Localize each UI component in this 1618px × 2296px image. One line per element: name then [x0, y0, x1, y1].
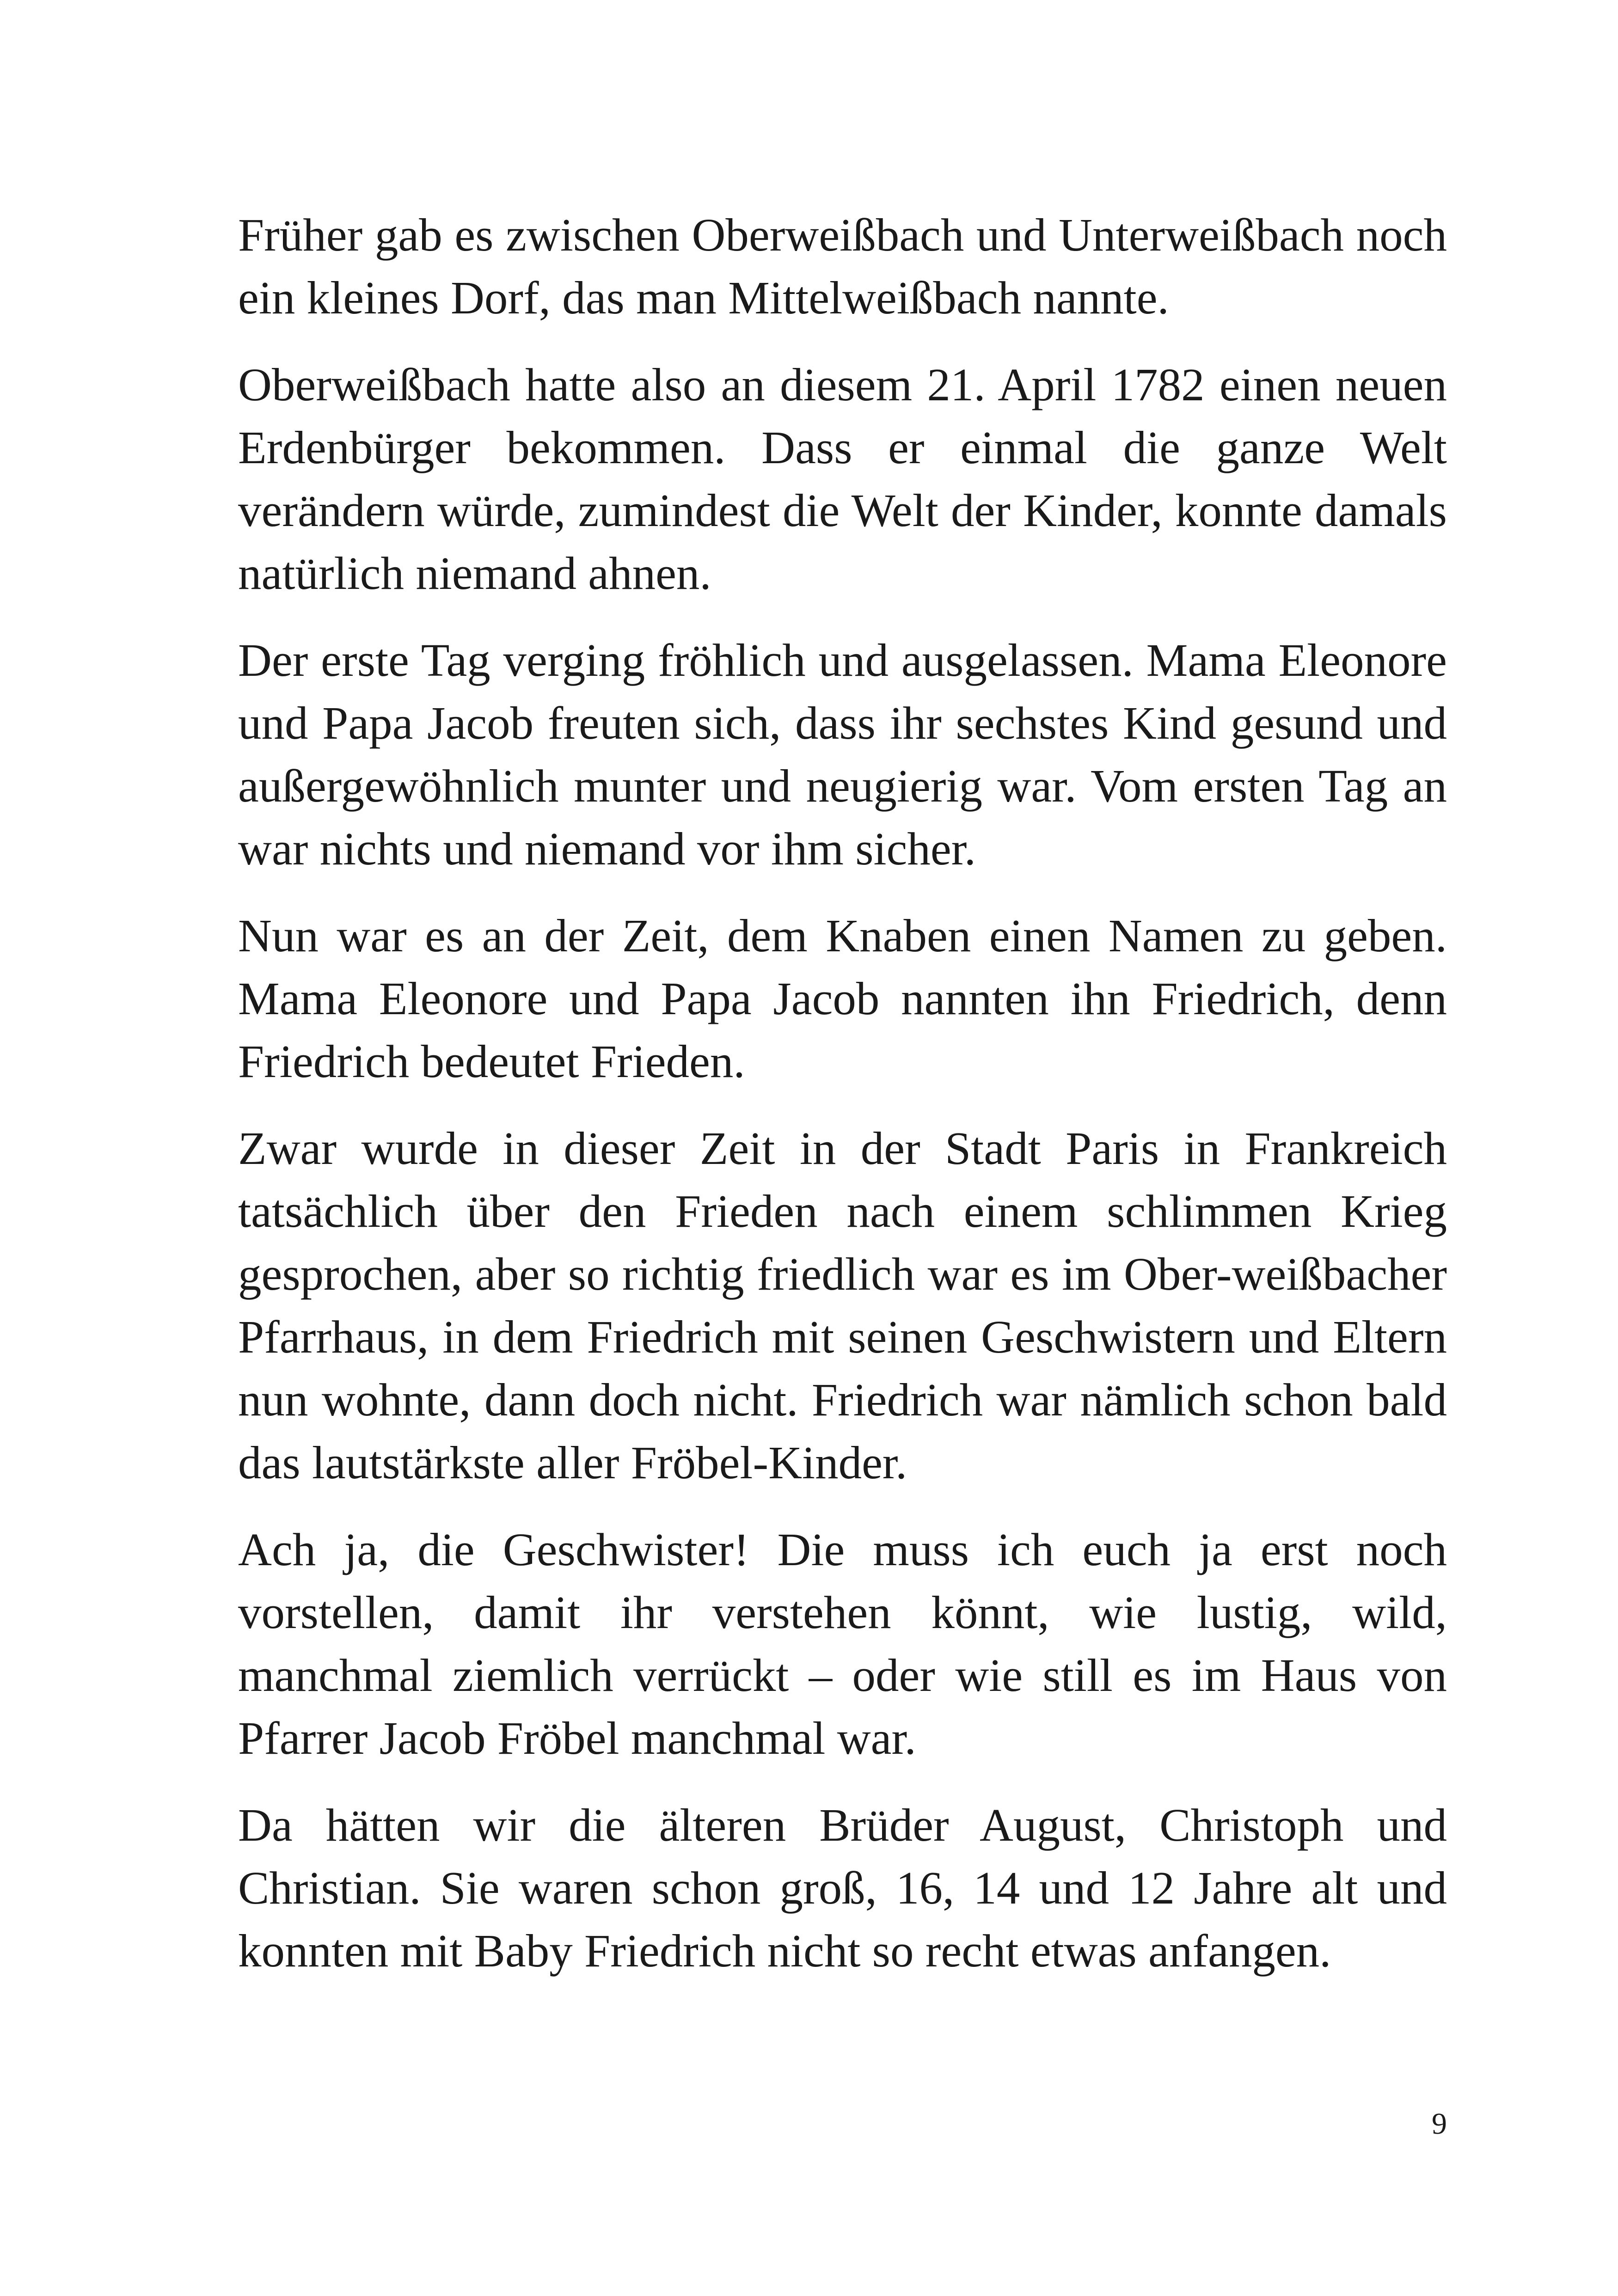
paragraph: Früher gab es zwischen Oberweißbach und Unterweißbach noch ein kleines Dorf, das man Mittelweißbach nannte.	[238, 209, 1447, 324]
paragraph: Da hätten wir die älteren Brüder August, Christoph und Christian. Sie waren schon groß, 16, 14 und 12 Jahre alt und konnten mit Baby Friedrich nicht so recht etwas anfangen.	[238, 1799, 1447, 1977]
page-number: 9	[1432, 2107, 1447, 2141]
paragraph: Nun war es an der Zeit, dem Knaben einen Namen zu geben. Mama Eleonore und Papa Jacob nannten ihn Friedrich, denn Friedrich bedeutet Frieden.	[238, 910, 1447, 1087]
body-text	[238, 203, 1447, 2006]
paragraph: Der erste Tag verging fröhlich und ausgelassen. Mama Eleonore und Papa Jacob freuten sich, dass ihr sechstes Kind gesund und außergewöhnlich munter und neugierig war. Vom ersten Tag an war nichts und niemand vor ihm sicher.	[238, 634, 1447, 875]
paragraph: Oberweißbach hatte also an diesem 21. April 1782 einen neuen Erdenbürger bekommen. Dass er einmal die ganze Welt verändern würde, zumindest die Welt der Kinder, konnte damals natürlich niemand ahnen.	[238, 359, 1447, 599]
paragraph: Ach ja, die Geschwister! Die muss ich euch ja erst noch vorstellen, damit ihr verstehen könnt, wie lustig, wild, manchmal ziemlich verrückt – oder wie still es im Haus von Pfarrer Jacob Fröbel manchmal war.	[238, 1524, 1447, 1764]
paragraph: Zwar wurde in dieser Zeit in der Stadt Paris in Frankreich tatsächlich über den Frieden nach einem schlimmen Krieg gesprochen, aber so richtig friedlich war es im Ober-weißbacher Pfarrhaus, in dem Friedrich mit seinen Geschwistern und Eltern nun wohnte, dann doch nicht. Friedrich war nämlich schon bald das lautstärkste aller Fröbel-Kinder.	[238, 1122, 1447, 1488]
